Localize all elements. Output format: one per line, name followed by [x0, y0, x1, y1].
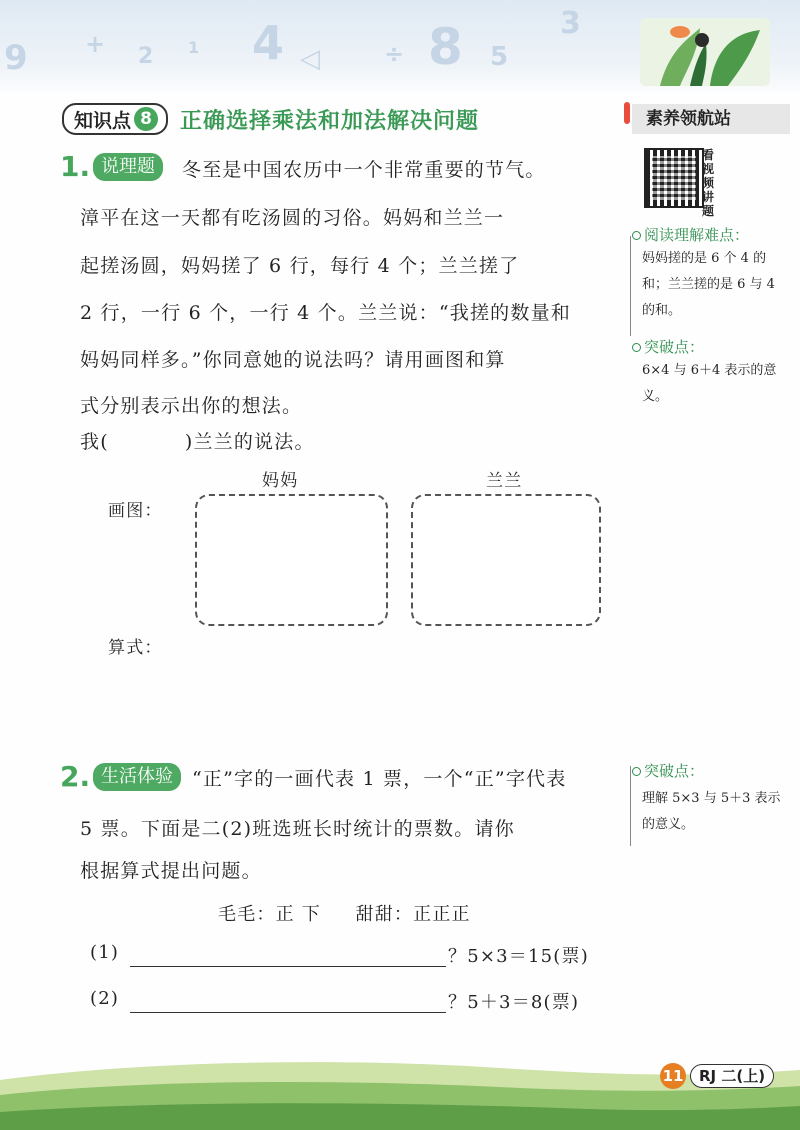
breakthrough-text: 理解 5×3 与 5＋3 表示的意义。 [642, 791, 781, 832]
question-2-line: 5 票。下面是二(2)班选班长时统计的票数。请你 [80, 818, 515, 840]
deco-glyph: 4 [252, 16, 285, 70]
question-2-tag: 生活体验 [93, 763, 181, 791]
question-2-line: 根据算式提出问题。 [80, 860, 262, 882]
sidebar [622, 96, 800, 856]
item-2-label: (2) [90, 988, 120, 1009]
column-label-mama: 妈妈 [262, 471, 299, 491]
breakthrough-heading: 突破点： [632, 336, 704, 357]
deco-glyph: 9 [4, 38, 28, 78]
formula-label: 算式： [108, 638, 163, 658]
question-2-number: 2. [60, 760, 91, 793]
answer-line [80, 427, 315, 454]
drawing-box-mama[interactable] [195, 494, 388, 626]
tally-text: 毛毛：正 下 甜甜：正正正 [218, 904, 471, 925]
deco-glyph: 1 [188, 38, 200, 57]
knowledge-point-tag [62, 103, 168, 135]
sidebar-title: 素养领航站 [632, 104, 790, 134]
item-1-blank[interactable] [130, 966, 446, 967]
column-label-lanlan: 兰兰 [486, 471, 523, 491]
breakthrough-text: 6×4 与 6＋4 表示的意义。 [642, 363, 777, 404]
sidebar-divider [630, 236, 631, 336]
reading-difficulty-heading: 阅读理解难点： [632, 224, 749, 245]
question-1-tag: 说理题 [93, 153, 163, 181]
deco-glyph: ◁ [300, 44, 320, 74]
section-heading [62, 103, 479, 135]
deco-glyph: 2 [138, 44, 154, 69]
section-title: 正确选择乘法和加法解决问题 [180, 108, 480, 134]
deco-glyph: 8 [428, 18, 463, 76]
item-1-formula: ？5×3＝15(票) [448, 946, 589, 967]
question-2-line: “正”字的一画代表 1 票，一个“正”字代表 [192, 768, 567, 790]
draw-label: 画图： [108, 501, 163, 521]
question-1-line: 2 行，一行 6 个，一行 4 个。兰兰说：“我搓的数量和 [80, 302, 571, 324]
item-2-formula: ？5＋3＝8(票) [448, 992, 580, 1013]
answer-prefix: 我( [80, 431, 109, 453]
question-1-line: 式分别表示出你的想法。 [80, 395, 303, 417]
breakthrough-heading: 突破点： [632, 760, 704, 781]
question-1-number: 1. [60, 150, 91, 183]
reading-difficulty-text: 妈妈搓的是 6 个 4 的和；兰兰搓的是 6 与 4 的和。 [642, 251, 775, 318]
knowledge-point-label: 知识点 [74, 109, 132, 132]
drawing-box-lanlan[interactable] [411, 494, 601, 626]
plant-illustration [640, 18, 770, 86]
deco-glyph: 3 [560, 6, 581, 41]
sidebar-title-marker [624, 102, 630, 124]
question-1-line: 妈妈同样多。”你同意她的说法吗？请用画图和算 [80, 349, 506, 371]
qr-label: 看视频讲题 [702, 148, 715, 218]
deco-glyph: 5 [490, 42, 509, 72]
item-1-label: (1) [90, 942, 120, 963]
question-1-line: 起搓汤圆，妈妈搓了 6 行，每行 4 个；兰兰搓了 [80, 255, 520, 277]
page-badge [660, 1063, 774, 1089]
knowledge-point-number: 8 [134, 107, 158, 131]
deco-glyph: + [85, 30, 106, 58]
page-number: 11 [660, 1063, 686, 1089]
qr-code[interactable] [644, 148, 704, 208]
sidebar-divider [630, 766, 631, 846]
question-1-line: 冬至是中国农历中一个非常重要的节气。 [182, 159, 546, 181]
deco-glyph: ÷ [384, 40, 405, 68]
answer-suffix: )兰兰的说法。 [184, 431, 315, 453]
item-2-blank[interactable] [130, 1012, 446, 1013]
book-label: RJ 二(上) [690, 1064, 774, 1088]
question-1-line: 漳平在这一天都有吃汤圆的习俗。妈妈和兰兰一 [80, 207, 505, 229]
